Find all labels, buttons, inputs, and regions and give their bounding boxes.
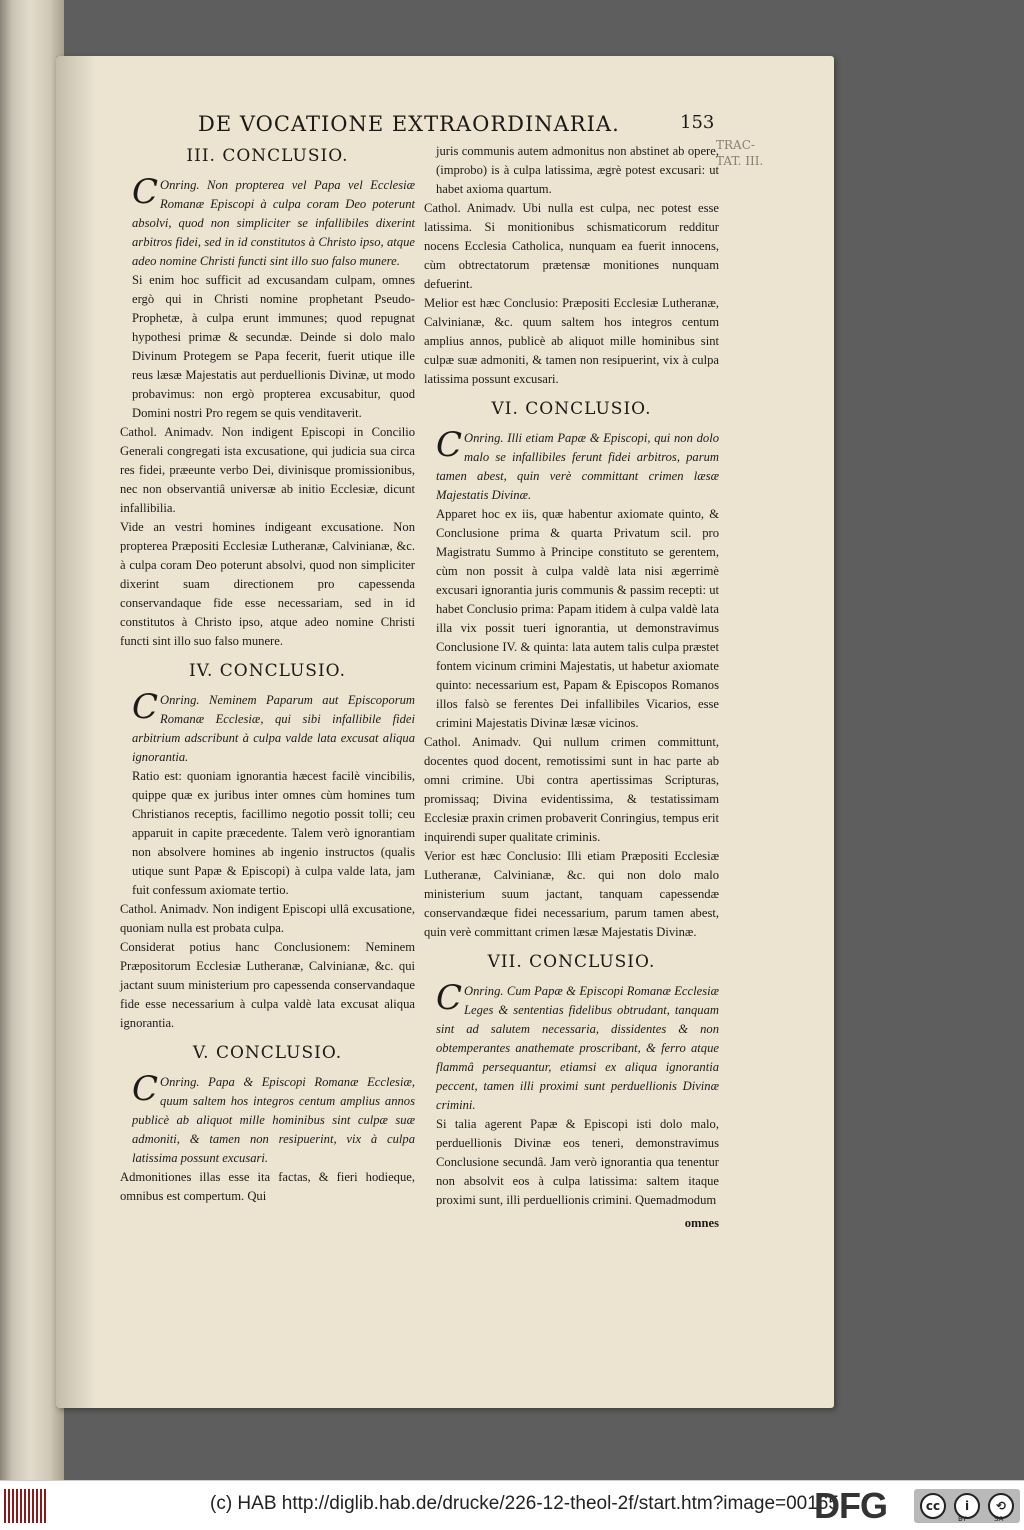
margin-note-line: TRAC- [716,138,755,152]
drop-capital: C [132,172,159,212]
conclusio-heading: III. CONCLUSIO. [186,146,349,166]
page-gutter-shadow [56,56,96,1408]
paragraph-text: Considerat potius hanc Conclusionem: Neminem Præpositorum Ecclesiæ Lutheranæ, Calvinianæ, &c. qui jactant suum ministerium pro capessenda conservandaque fide esse necessarium à culpa valdè lata excusat aliqua ignorantia. [120,940,415,1030]
text-paragraph [120,1069,415,1168]
text-paragraph [120,271,415,423]
margin-note [716,137,776,169]
dfg-logo[interactable]: DFG [814,1485,887,1526]
text-paragraph [120,1168,415,1206]
library-barcode-icon [4,1489,48,1523]
conclusio-heading: IV. CONCLUSIO. [188,661,347,681]
paragraph-text: Onring. Non propterea vel Papa vel Ecclesiæ Romanæ Episcopi à culpa coram Deo poterunt absolvi, quod non simpliciter se infallibiles dixerint arbitros fidei, sed in id constitutos à Christo ipso, atque adeo nomine Christi functi sint illo suo falso munere. [132,178,415,268]
paragraph-text: Ratio est: quoniam ignorantia hæcest facilè vincibilis, quippe quæ ex juribus inter omnes cùm homines tum Christianos receptis, facillimo negotio possit tolli; ceu apparuit in capite præcedente. Talem verò ignorantiam non absolvere homines ab ingenio instructos (qualis utique sunt Papæ & Episcopi) à culpa valde lata, jam fuit confessum axiomate tertio. [132,769,415,897]
book-spine-edge [0,0,64,1480]
paragraph-text: Cathol. Animadv. Non indigent Episcopi in Concilio Generali congregati ista excusatione, qui judicia sua circa res fidei, præeunte verbo Dei, divinisque promissionibus, nec non observantiâ universæ ab initio Ecclesiæ, dicunt infallibilia. [120,425,415,515]
conclusio-heading: VI. CONCLUSIO. [491,399,652,419]
cc-icon: cc [920,1493,946,1519]
text-paragraph [424,847,719,942]
conclusio-heading: V. CONCLUSIO. [192,1043,343,1063]
text-paragraph [120,518,415,651]
paragraph-text: Cathol. Animadv. Non indigent Episcopi ullâ excusatione, quoniam nulla est probata culpa. [120,902,415,935]
by-attribution-icon: i [954,1493,980,1519]
text-paragraph [120,767,415,900]
section-gap [424,389,719,395]
text-paragraph [424,425,719,505]
paragraph-text: Verior est hæc Conclusio: Illi etiam Præpositi Ecclesiæ Lutheranæ, Calvinianæ, &c. qui non dolo malo ministerium suum jactant, tanquam capessendæ conservandæque fidei necessarium, parum tamen abest, quin verè committant crimen læsæ Majestatis Divinæ. [424,849,719,939]
text-paragraph [120,172,415,271]
paragraph-text: Cathol. Animadv. Ubi nulla est culpa, nec potest esse latissima. Si monitionibus schismaticorum redditur nocens Ecclesia Catholica, nunquam ea fuerit innocens, cùm obtrectatorum prætensæ monitiones nunquam defuerint. [424,201,719,291]
paragraph-text: Onring. Cum Papæ & Episcopi Romanæ Ecclesiæ Leges & sententias fidelibus obtrudant, tanquam sint ad salutem necessaria, dissidentes & non obtemperantes anathemate proscribant, & ferro atque flammâ persequantur, etiamsi ex aliqua ignorantia peccent, tamen illi proximi sunt perduellionis Divinæ crimini. [436,984,719,1112]
paragraph-text: Onring. Papa & Episcopi Romanæ Ecclesiæ, quum saltem hos integros centum amplius annos publicè ab aliquot mille hominibus sint culpæ suæ admoniti, & tamen non resipuerint, vix à culpa latissima possunt excusari. [132,1075,415,1165]
text-paragraph [424,294,719,389]
share-alike-icon: ⟲ [988,1493,1014,1519]
paragraph-text: Melior est hæc Conclusio: Præpositi Ecclesiæ Lutheranæ, Calvinianæ, &c. quum saltem hos integros centum amplius annos, publicè ab aliquot mille hominibus sint culpæ suæ admoniti, & tamen non resipuerint, vix à culpa latissima possunt excusari. [424,296,719,386]
paragraph-text: Vide an vestri homines indigeant excusatione. Non propterea Præpositi Ecclesiæ Lutheranæ, Calvinianæ, &c. à culpa coram Deo poterunt absolvi, quod non simpliciter dixerint suam directionem pro capessenda conservandaque fide esse necessariam, sed in id constitutos à Christo ipso, atque adeo nomine Christi functi sint illo suo falso munere. [120,520,415,648]
running-head: DE VOCATIONE EXTRAORDINARIA. [198,112,620,136]
paragraph-text: juris communis autem admonitus non abstinet ab opere, (improbo) is à culpa latissima, ægrè potest excusari: ut habet axioma quartum. [436,144,719,196]
drop-capital: C [436,425,463,465]
cc-license-badge[interactable] [914,1489,1020,1523]
text-paragraph [424,505,719,733]
text-paragraph [120,687,415,767]
drop-capital: C [132,1069,159,1109]
page-number: 153 [680,112,715,133]
drop-capital: C [436,978,463,1018]
catchword: omnes [684,1216,719,1230]
text-paragraph [424,1115,719,1210]
text-paragraph [424,978,719,1115]
paragraph-text: Si enim hoc sufficit ad excusandam culpam, omnes ergò qui in Christi nomine prophetant Pseudo-Prophetæ, à culpa erunt immunes; quod repugnat hypothesi primæ & secundæ. Deinde si dolo malo Divinum Protegem se Papa fecerit, fuerit utique ille reus læsæ Majestatis aut perduellionis Divinæ, ut modo probavimus: non ergò propterea excusabitur, quod Domini nostri Pro regem se quis venditaverit. [132,273,415,420]
right-text-column [424,142,719,1231]
section-gap [120,1033,415,1039]
section-gap [120,651,415,657]
left-text-column [120,142,415,1212]
paragraph-text: Admonitiones illas esse ita factas, & fieri hodieque, omnibus est compertum. Qui [120,1170,415,1203]
cc-by-label: BY [958,1515,967,1523]
footer-bar [0,1480,1024,1530]
text-paragraph [120,423,415,518]
text-paragraph [424,142,719,199]
text-paragraph [424,199,719,294]
paragraph-text: Cathol. Animadv. Qui nullum crimen committunt, docentes quod docent, remotissimi sunt in hac parte ab omni crimine. Ubi contra apertissimas Scripturas, promissaq; Divina evidentissima, & testatissimam Ecclesiæ praxin crimen probaverit Conringius, tempus erit inquirendi super qualitate criminis. [424,735,719,844]
margin-note-line: TAT. III. [716,154,764,168]
text-paragraph [120,900,415,938]
drop-capital: C [132,687,159,727]
text-paragraph [424,733,719,847]
paragraph-text: Apparet hoc ex iis, quæ habentur axiomate quinto, & Conclusione prima & quarta Privatum scil. pro Magistratu Summo à Principe constituto se gerentem, cùm non possit à culpa valdè lata nisi ægerrimè excusari ignorantia juris communis & passim recepti: ut habet Conclusio prima: Papam itidem à culpa valdè lata illa vix possit tueri ignorantia, ut demonstravimus Conclusione IV. & quinta: lata autem talis culpa præstet fontem vicinum crimini Majestatis, ut habetur axiomate quinto: necessarium est, Papam & Episcopos Romanos illos falsò se ferentes Dei infallibiles Vicarios, esse crimini Majestatis Divinæ læsæ vicinos. [436,507,719,730]
paragraph-text: Onring. Illi etiam Papæ & Episcopi, qui non dolo malo se infallibiles ferunt fidei arbitros, parum tamen abest, quin verè committant crimen læsæ Majestatis Divinæ. [436,431,719,502]
paragraph-text: Onring. Neminem Paparum aut Episcoporum Romanæ Ecclesiæ, qui sibi infallibile fidei arbitrium adscribunt à culpa valde lata excusat aliqua ignorantia. [132,693,415,764]
section-gap [120,1206,415,1212]
attribution-link[interactable]: (c) HAB http://diglib.hab.de/drucke/226-12-theol-2f/start.htm?image=00165 [210,1493,839,1514]
section-gap [424,942,719,948]
text-paragraph [120,938,415,1033]
paragraph-text: Si talia agerent Papæ & Episcopi isti dolo malo, perduellionis Divinæ eos teneri, demonstravimus Conclusione secundâ. Jam verò ignorantia qua tenentur non absolvit eos à culpa latissima: saltem itaque proximi sunt, illi perduellionis crimini. Quemadmodum [436,1117,719,1207]
conclusio-heading: VII. CONCLUSIO. [487,952,656,972]
cc-sa-label: SA [994,1515,1004,1523]
